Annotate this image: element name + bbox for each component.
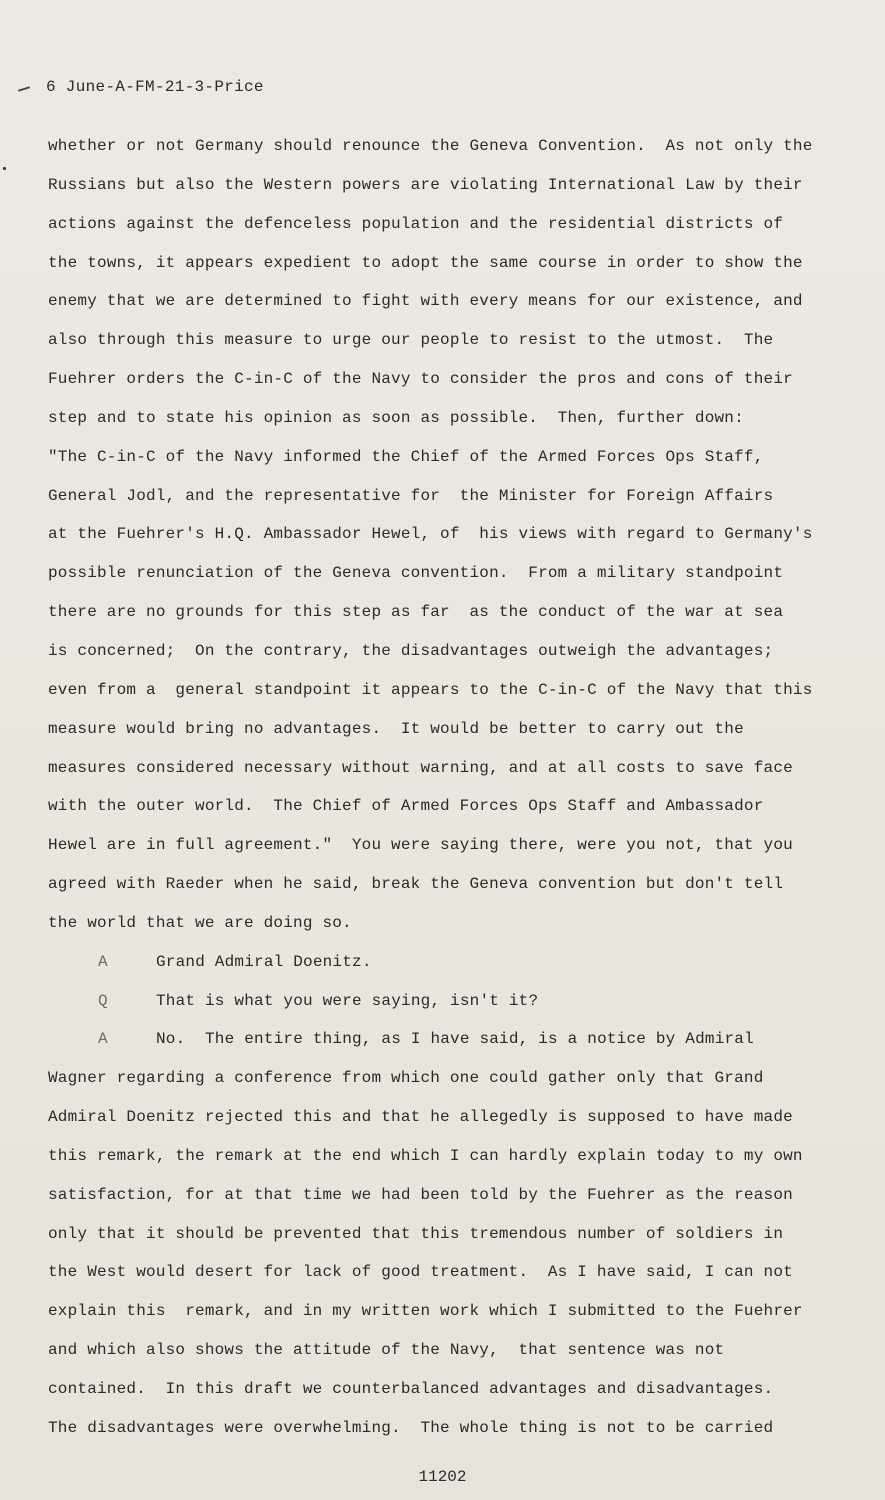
text-line: with the outer world. The Chief of Armed Forces Ops Staff and Ambassador bbox=[48, 797, 764, 816]
text-line: measure would bring no advantages. It would be better to carry out the bbox=[48, 719, 744, 738]
text-line: explain this remark, and in my written work which I submitted to the Fuehrer bbox=[48, 1302, 803, 1321]
text-line: this remark, the remark at the end which I can hardly explain today to my own bbox=[48, 1146, 803, 1165]
text-line: and which also shows the attitude of the Navy, that sentence was not bbox=[48, 1341, 725, 1360]
qa-text: That is what you were saying, isn't it? bbox=[156, 991, 539, 1010]
text-line: the world that we are doing so. bbox=[48, 913, 352, 932]
text-line: the towns, it appears expedient to adopt the same course in order to show the bbox=[48, 253, 803, 272]
speaker-tag: A bbox=[98, 952, 108, 971]
qa-text: No. The entire thing, as I have said, is a notice by Admiral bbox=[156, 1030, 754, 1049]
text-line: Admiral Doenitz rejected this and that he allegedly is supposed to have made bbox=[48, 1108, 793, 1127]
text-line: at the Fuehrer's H.Q. Ambassador Hewel, of his views with regard to Germany's bbox=[48, 525, 813, 544]
text-line: agreed with Raeder when he said, break the Geneva convention but don't tell bbox=[48, 875, 784, 894]
margin-mark bbox=[18, 86, 30, 92]
text-line: Wagner regarding a conference from which one could gather only that Grand bbox=[48, 1069, 764, 1088]
text-line: the West would desert for lack of good treatment. As I have said, I can not bbox=[48, 1263, 793, 1282]
text-line: satisfaction, for at that time we had been told by the Fuehrer as the reason bbox=[48, 1185, 793, 1204]
text-line: Hewel are in full agreement." You were saying there, were you not, that you bbox=[48, 836, 793, 855]
text-line: there are no grounds for this step as far as the conduct of the war at sea bbox=[48, 603, 784, 622]
text-line: measures considered necessary without warning, and at all costs to save face bbox=[48, 758, 793, 777]
page-number: 11202 bbox=[418, 1468, 467, 1486]
margin-dot bbox=[3, 167, 6, 170]
page-header: 6 June-A-FM-21-3-Price bbox=[46, 78, 264, 96]
qa-text: Grand Admiral Doenitz. bbox=[156, 952, 372, 971]
text-line: possible renunciation of the Geneva convention. From a military standpoint bbox=[48, 564, 784, 583]
text-line: is concerned; On the contrary, the disadvantages outweigh the advantages; bbox=[48, 641, 774, 660]
text-line: General Jodl, and the representative for the Minister for Foreign Affairs bbox=[48, 486, 774, 505]
text-line: step and to state his opinion as soon as possible. Then, further down: bbox=[48, 408, 744, 427]
text-line: The disadvantages were overwhelming. The whole thing is not to be carried bbox=[48, 1418, 774, 1437]
qa-line bbox=[48, 989, 838, 1028]
text-line: also through this measure to urge our people to resist to the utmost. The bbox=[48, 331, 774, 350]
text-line: actions against the defenceless population and the residential districts of bbox=[48, 214, 784, 233]
speaker-tag: A bbox=[98, 1030, 108, 1049]
text-line: Russians but also the Western powers are violating International Law by their bbox=[48, 175, 803, 194]
text-line: "The C-in-C of the Navy informed the Chief of the Armed Forces Ops Staff, bbox=[48, 447, 764, 466]
qa-line bbox=[48, 1027, 838, 1066]
text-line: enemy that we are determined to fight with every means for our existence, and bbox=[48, 292, 803, 311]
transcript-body bbox=[48, 134, 838, 1455]
text-line: contained. In this draft we counterbalanced advantages and disadvantages. bbox=[48, 1380, 774, 1398]
text-line: even from a general standpoint it appears to the C-in-C of the Navy that this bbox=[48, 680, 813, 699]
text-line: Fuehrer orders the C-in-C of the Navy to consider the pros and cons of their bbox=[48, 370, 793, 389]
speaker-tag: Q bbox=[98, 991, 108, 1010]
text-line: only that it should be prevented that this tremendous number of soldiers in bbox=[48, 1224, 784, 1243]
qa-line bbox=[48, 950, 838, 989]
text-line: whether or not Germany should renounce the Geneva Convention. As not only the bbox=[48, 137, 813, 155]
